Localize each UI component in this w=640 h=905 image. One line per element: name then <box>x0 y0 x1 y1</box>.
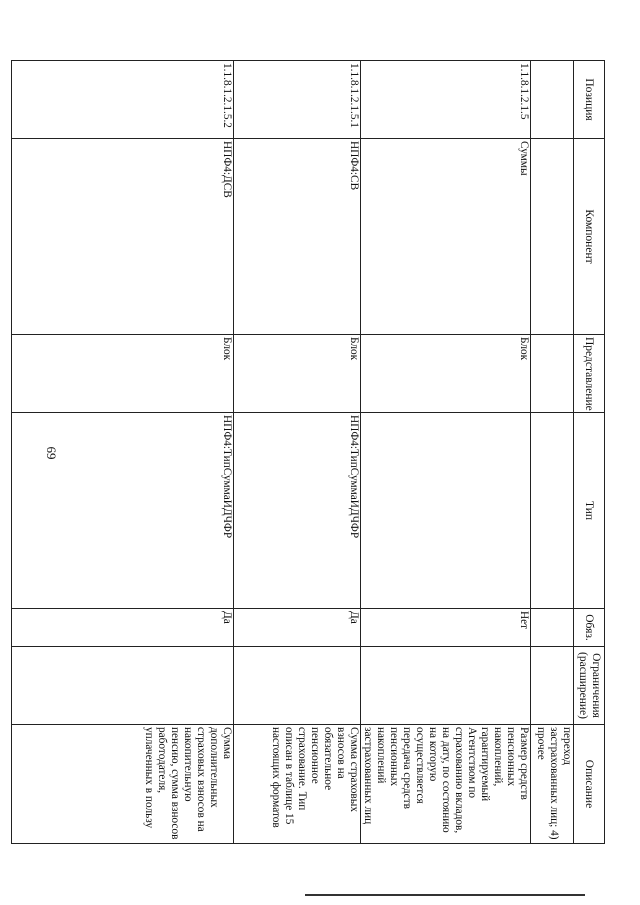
cell-description: переход застрахованных лиц; 4) прочее <box>531 725 574 844</box>
cell-type <box>361 413 531 609</box>
cell-representation <box>531 335 574 413</box>
page-number: 69 <box>44 446 59 460</box>
cell-obligatory: Да <box>12 609 234 647</box>
cell-limits <box>531 647 574 725</box>
cell-obligatory: Да <box>234 609 361 647</box>
table-row <box>361 61 531 844</box>
header-component: Компонент <box>574 139 605 335</box>
table-header-row <box>574 61 605 844</box>
table-row-continuation <box>531 61 574 844</box>
cell-description: Сумма страховых взносов на обязательное пенсионное страхование. Тип описан в таблице 15 настоящих форматов <box>234 725 361 844</box>
header-limits: Ограничения (расширение) <box>574 647 605 725</box>
cell-obligatory: Нет <box>361 609 531 647</box>
cell-position: 1.1.8.1.2.1.5.1 <box>234 61 361 139</box>
cell-representation: Блок <box>234 335 361 413</box>
header-representation: Представление <box>574 335 605 413</box>
cell-limits <box>234 647 361 725</box>
cell-component: НПФ4:ДСВ <box>12 139 234 335</box>
header-description: Описание <box>574 725 605 844</box>
cell-description: Сумма дополнительных страховых взносов на накопительную пенсию, сумма взносов работодателя, уплаченных в пользу <box>12 725 234 844</box>
rotated-table-container <box>78 60 605 843</box>
cell-limits <box>12 647 234 725</box>
cell-component: Суммы <box>361 139 531 335</box>
document-table <box>11 60 605 844</box>
cell-component: НПФ4:СВ <box>234 139 361 335</box>
cell-type: НПФ4:ТипСуммаИДЧФР <box>12 413 234 609</box>
header-type: Тип <box>574 413 605 609</box>
header-obligatory: Обяз. <box>574 609 605 647</box>
cell-limits <box>361 647 531 725</box>
cell-position: 1.1.8.1.2.1.5 <box>361 61 531 139</box>
cell-component <box>531 139 574 335</box>
cell-type: НПФ4:ТипСуммаИДЧФР <box>234 413 361 609</box>
cell-representation: Блок <box>12 335 234 413</box>
table-row <box>12 61 234 844</box>
scan-edge-line <box>305 894 585 896</box>
cell-description: Размер средств пенсионных накоплений, гарантируемый Агентством по страхованию вкладов, на дату, по состоянию на которую осуществляется передача средств пенсионных накоплений застрахованных лиц <box>361 725 531 844</box>
cell-obligatory <box>531 609 574 647</box>
cell-position <box>531 61 574 139</box>
cell-type <box>531 413 574 609</box>
cell-position: 1.1.8.1.2.1.5.2 <box>12 61 234 139</box>
table-row <box>234 61 361 844</box>
header-position: Позиция <box>574 61 605 139</box>
cell-representation: Блок <box>361 335 531 413</box>
